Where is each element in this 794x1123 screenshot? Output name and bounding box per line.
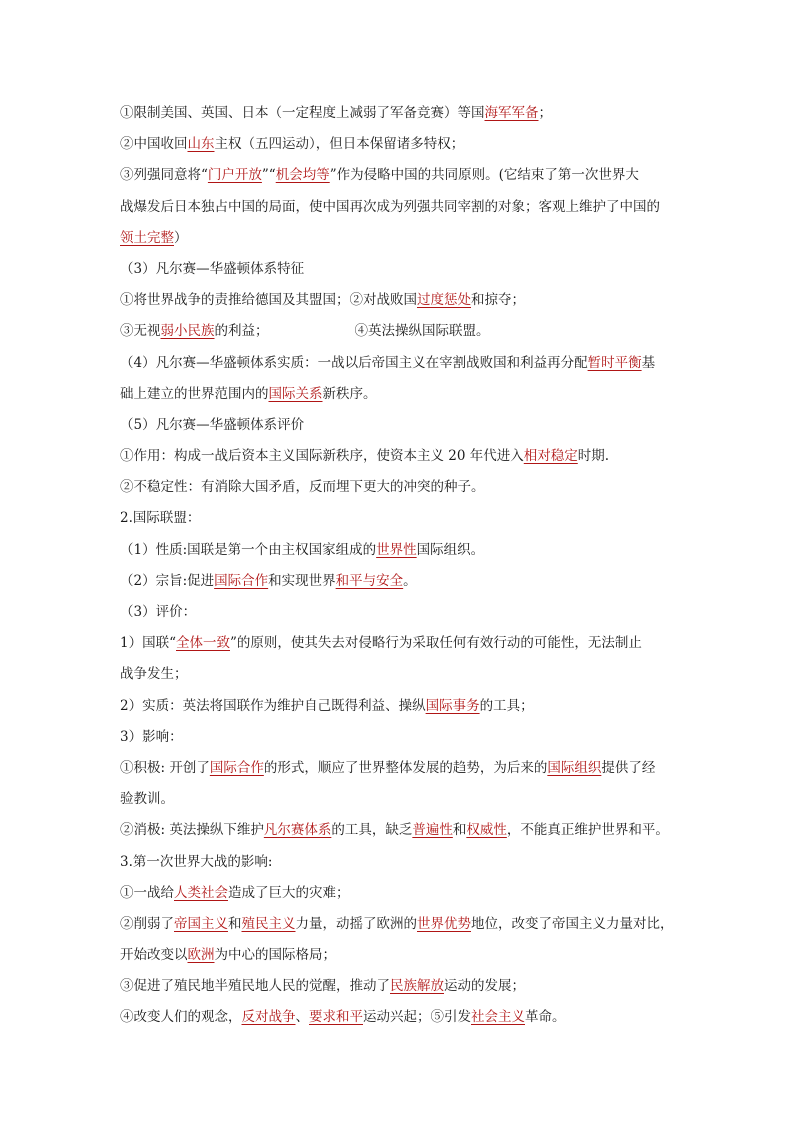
text-segment: ）	[174, 229, 188, 246]
text-segment: 革命。	[525, 1009, 566, 1026]
text-segment: ①将世界战争的责推给德国及其盟国；②对战败国	[120, 292, 417, 309]
text-segment: ③促进了殖民地半殖民地人民的觉醒，推动了	[120, 978, 390, 995]
text-segment: ”的原则，使其失去对侵略行为采取任何有效行动的可能性，无法制止	[230, 635, 642, 652]
text-segment: 的工具；	[479, 697, 534, 714]
answer-keyword: 海军军备	[484, 105, 539, 121]
text-segment: 为中心的国际格局；	[214, 947, 336, 964]
text-segment: 1）国联“	[120, 635, 176, 652]
text-line	[120, 1002, 678, 1033]
text-segment: ③无视	[120, 323, 161, 340]
text-segment: 和	[228, 915, 242, 932]
answer-keyword: 普遍性	[412, 822, 453, 839]
answer-keyword: 全体一致	[176, 635, 230, 652]
text-segment: 力量，动摇了欧洲的	[295, 915, 417, 932]
text-line	[120, 971, 678, 1002]
answer-keyword: 国际事务	[425, 697, 480, 714]
text-segment: （2）宗旨:促进	[120, 572, 215, 589]
text-segment: 运动兴起；⑤引发	[363, 1009, 471, 1026]
text-segment: 时期.	[577, 448, 610, 465]
text-segment: （5）凡尔赛—华盛顿体系评价	[120, 416, 305, 433]
text-segment: 开始改变以	[120, 947, 188, 964]
text-line	[120, 784, 678, 815]
text-line	[120, 815, 678, 846]
text-segment: 主权（五四运动），但日本保留诸多特权；	[214, 136, 465, 153]
answer-keyword: 殖民主义	[241, 915, 296, 932]
text-line	[120, 847, 678, 878]
text-line	[120, 597, 678, 628]
text-line	[120, 691, 678, 722]
text-segment: 2.国际联盟：	[120, 510, 201, 527]
text-line	[120, 472, 678, 503]
text-segment: 和掠夺；	[471, 292, 525, 309]
answer-keyword: 世界性	[376, 541, 417, 558]
text-segment: ②中国收回	[120, 136, 188, 153]
text-segment: 基	[641, 354, 656, 371]
text-line	[120, 628, 678, 659]
text-line	[120, 254, 678, 285]
text-segment: 2）实质：英法将国联作为维护自己既得利益、操纵	[120, 697, 426, 714]
answer-keyword: 弱小民族	[160, 323, 215, 340]
answer-keyword: 国际合作	[209, 759, 264, 776]
text-segment: ，不能真正维护世界和平。	[506, 822, 669, 839]
text-line	[120, 223, 678, 254]
answer-keyword: 国际合作	[214, 572, 269, 589]
text-segment: 的工具，缺乏	[331, 822, 413, 839]
answer-keyword: 山东	[187, 136, 215, 153]
answer-keyword: 国际组织	[547, 759, 602, 776]
text-segment: 、	[295, 1009, 309, 1026]
text-segment: 造成了巨大的灾难；	[228, 884, 350, 901]
text-segment: 运动的发展；	[444, 978, 525, 995]
text-line	[120, 535, 678, 566]
text-segment: 础上建立的世界范围内的	[120, 385, 269, 402]
text-segment: ”“	[261, 167, 276, 184]
text-line	[120, 503, 678, 534]
text-segment: ②削弱了	[120, 915, 174, 932]
answer-keyword: 欧洲	[187, 947, 215, 964]
answer-keyword: 人类社会	[174, 884, 228, 901]
text-line	[120, 441, 678, 472]
text-segment: ①作用：构成一战后资本主义国际新秩序，使资本主义 20 年代进入	[120, 448, 524, 465]
text-segment: 地位，改变了帝国主义力量对比，	[471, 915, 674, 932]
text-segment: 和	[452, 822, 467, 839]
answer-keyword: 国际关系	[268, 385, 323, 402]
text-segment: 验教训。	[120, 791, 174, 808]
text-line	[120, 98, 678, 129]
text-line	[120, 878, 678, 909]
answer-keyword: 门户开放	[207, 167, 262, 184]
text-segment: ③列强同意将“	[120, 167, 208, 184]
answer-keyword: 要求和平	[309, 1009, 363, 1026]
answer-keyword: 凡尔赛体系	[263, 822, 332, 839]
text-segment: 战爆发后日本独占中国的局面，使中国再次成为列强共同宰割的对象；客观上维护了中国的	[120, 198, 660, 215]
text-segment: （4）凡尔赛—华盛顿体系实质：一战以后帝国主义在宰割战败国和利益再分配	[120, 354, 588, 371]
text-segment: （3）凡尔赛—华盛顿体系特征	[120, 260, 305, 277]
text-line	[120, 285, 678, 316]
text-segment: ①限制美国、英国、日本（一定程度上减弱了军备竞赛）等国	[120, 105, 485, 121]
answer-keyword: 过度惩处	[417, 292, 471, 309]
text-segment: 的利益；	[214, 323, 269, 340]
answer-keyword: 相对稳定	[523, 448, 578, 465]
text-segment: （3）评价：	[120, 604, 197, 620]
answer-keyword: 机会均等	[275, 167, 330, 184]
text-segment: 的形式，顺应了世界整体发展的趋势，为后来的	[263, 759, 548, 776]
text-segment: ④改变人们的观念，	[120, 1009, 242, 1026]
text-segment: 战争发生；	[120, 666, 188, 683]
text-segment: 国际组织。	[416, 541, 485, 558]
text-line	[120, 129, 678, 160]
text-line	[120, 348, 678, 379]
answer-keyword: 暂时平衡	[587, 354, 642, 371]
text-segment: ④英法操纵国际联盟。	[354, 323, 490, 340]
text-line	[120, 722, 678, 753]
text-segment: ②消极: 英法操纵下维护	[120, 822, 264, 839]
text-line	[120, 410, 678, 441]
text-segment: 3）影响：	[120, 728, 183, 745]
answer-keyword: 世界优势	[417, 915, 471, 932]
text-segment: ①积极: 开创了	[120, 759, 210, 776]
document-body	[120, 98, 678, 1034]
text-line	[120, 909, 678, 940]
text-segment: ；	[538, 105, 552, 121]
answer-keyword: 帝国主义	[174, 915, 228, 932]
text-segment: 。	[403, 572, 417, 589]
text-line	[120, 566, 678, 597]
text-segment: ②不稳定性：有消除大国矛盾，反而埋下更大的冲突的种子。	[120, 479, 485, 496]
text-line	[120, 659, 678, 690]
text-line	[120, 940, 678, 971]
text-line	[120, 192, 678, 223]
text-segment: （1）性质:国联是第一个由主权国家组成的	[120, 541, 377, 558]
answer-keyword: 领土完整	[120, 229, 174, 246]
text-segment: 提供了经	[601, 759, 656, 776]
answer-keyword: 反对战争	[241, 1009, 296, 1026]
answer-keyword: 民族解放	[390, 978, 444, 995]
text-segment: ①一战给	[120, 884, 174, 901]
answer-keyword: 和平与安全	[335, 572, 404, 589]
text-line	[120, 379, 678, 410]
text-segment: ”作为侵略中国的共同原则。(它结束了第一次世界大	[329, 167, 639, 184]
text-line	[120, 753, 678, 784]
text-segment: 3.第一次世界大战的影响:	[120, 853, 273, 870]
text-segment: 新秩序。	[322, 385, 377, 402]
answer-keyword: 权威性	[466, 822, 507, 839]
text-line	[120, 160, 678, 191]
answer-keyword: 社会主义	[471, 1009, 525, 1026]
text-segment: 和实现世界	[268, 572, 336, 589]
text-line	[120, 316, 678, 347]
